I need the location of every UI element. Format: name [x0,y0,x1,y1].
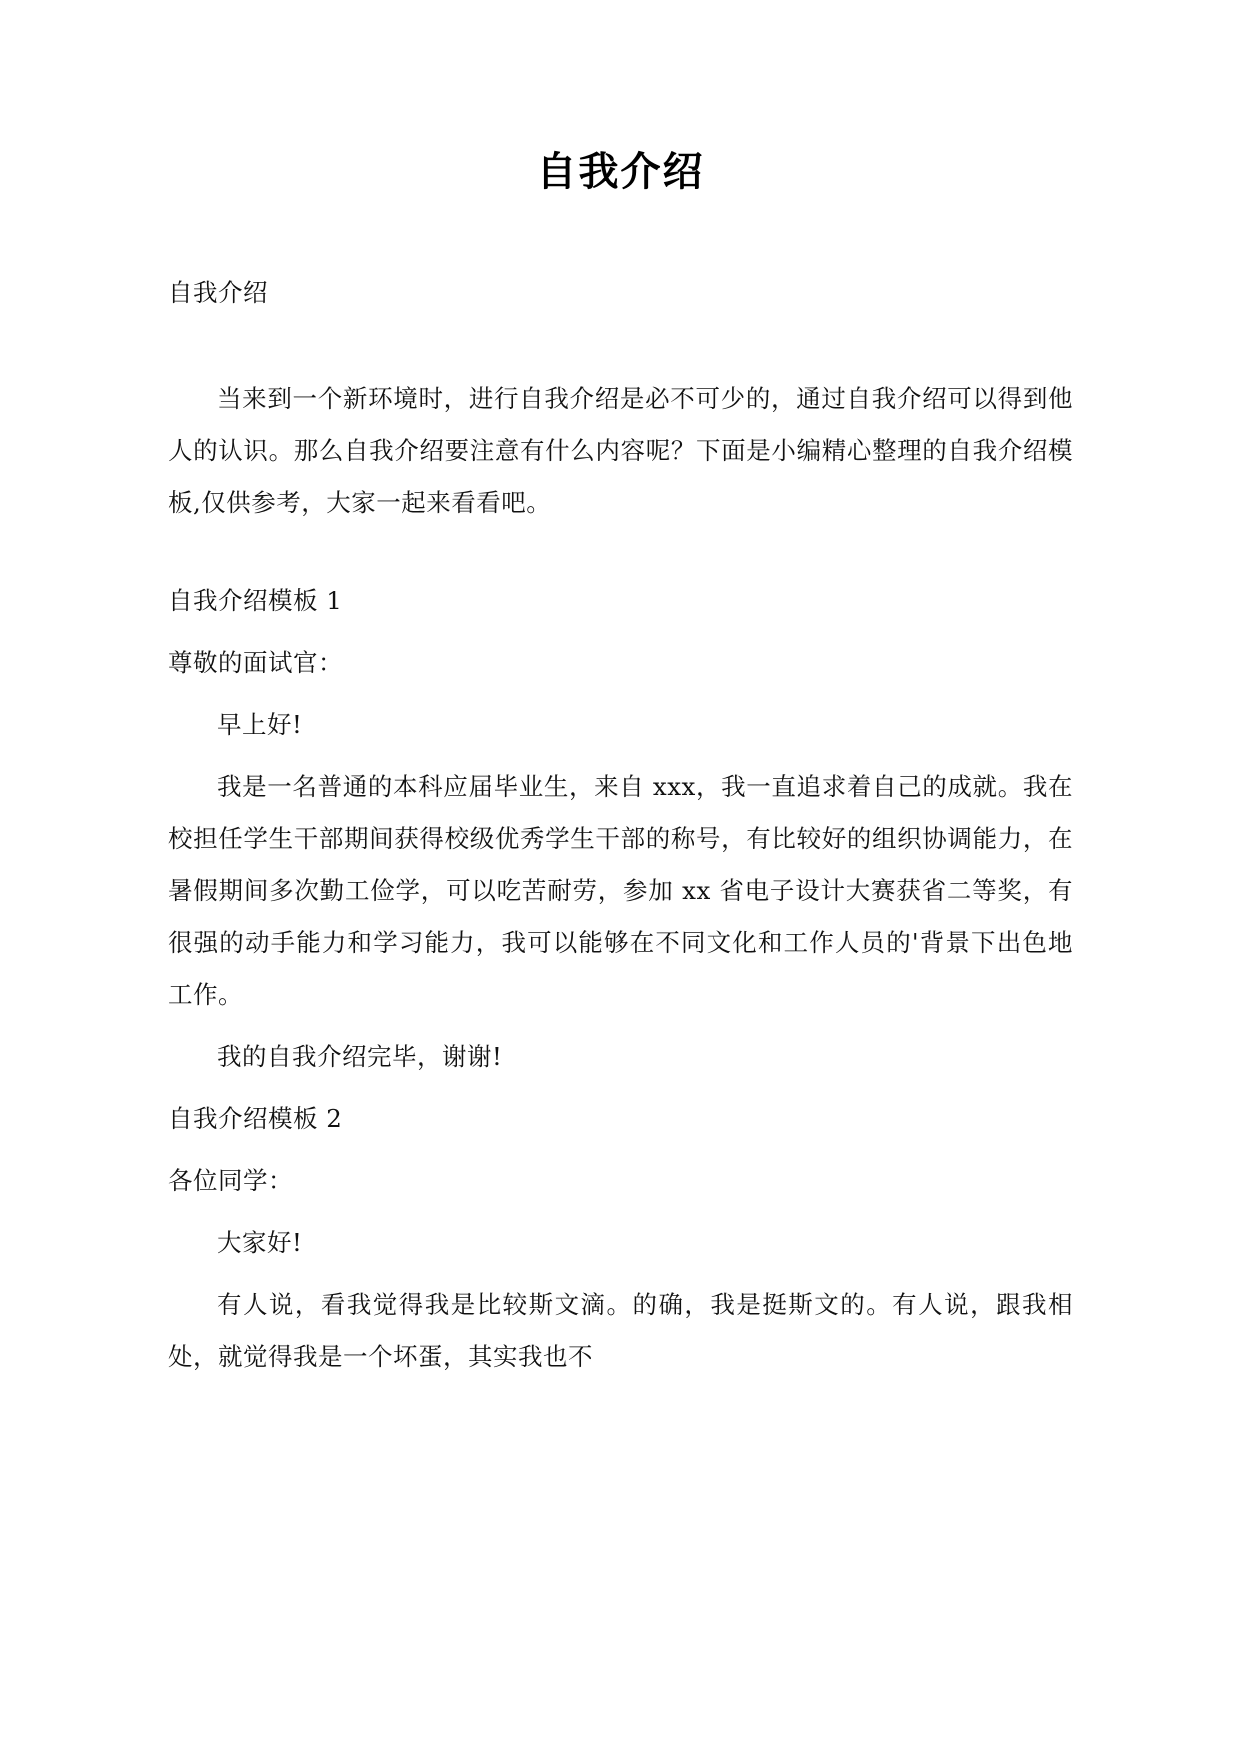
paragraph-template1-body: 我是一名普通的本科应届毕业生，来自 xxx，我一直追求着自己的成就。我在校担任学生干部期间获得校级优秀学生干部的称号，有比较好的组织协调能力，在暑假期间多次勤工俭学，可以吃苦耐劳，参加 xx 省电子设计大赛获省二等奖，有很强的动手能力和学习能力，我可以能够在不同文化和工作人员的'背景下出色地工作。 [168,772,1073,1009]
paragraph-template1-salutation: 尊敬的面试官： [168,648,343,677]
paragraph-template2-title: 自我介绍模板 2 [168,1104,343,1133]
paragraph-intro: 当来到一个新环境时，进行自我介绍是必不可少的，通过自我介绍可以得到他人的认识。那么自我介绍要注意有什么内容呢？下面是小编精心整理的自我介绍模板,仅供参考，大家一起来看看吧。 [168,384,1073,517]
spacer [168,329,1073,373]
paragraph-template2-salutation: 各位同学： [168,1166,293,1195]
paragraph-template1-title: 自我介绍模板 1 [168,586,343,615]
spacer [168,539,1073,575]
paragraph-template1-greeting: 早上好! [217,710,303,739]
paragraph-heading-repeat: 自我介绍 [168,278,268,307]
paragraph-template1-closing: 我的自我介绍完毕，谢谢! [217,1042,503,1071]
page-title: 自我介绍 [536,149,705,195]
paragraph-template2-body: 有人说，看我觉得我是比较斯文滴。的确，我是挺斯文的。有人说，跟我相处，就觉得我是一个坏蛋，其实我也不 [168,1290,1073,1371]
paragraph-template2-greeting: 大家好! [217,1228,303,1257]
